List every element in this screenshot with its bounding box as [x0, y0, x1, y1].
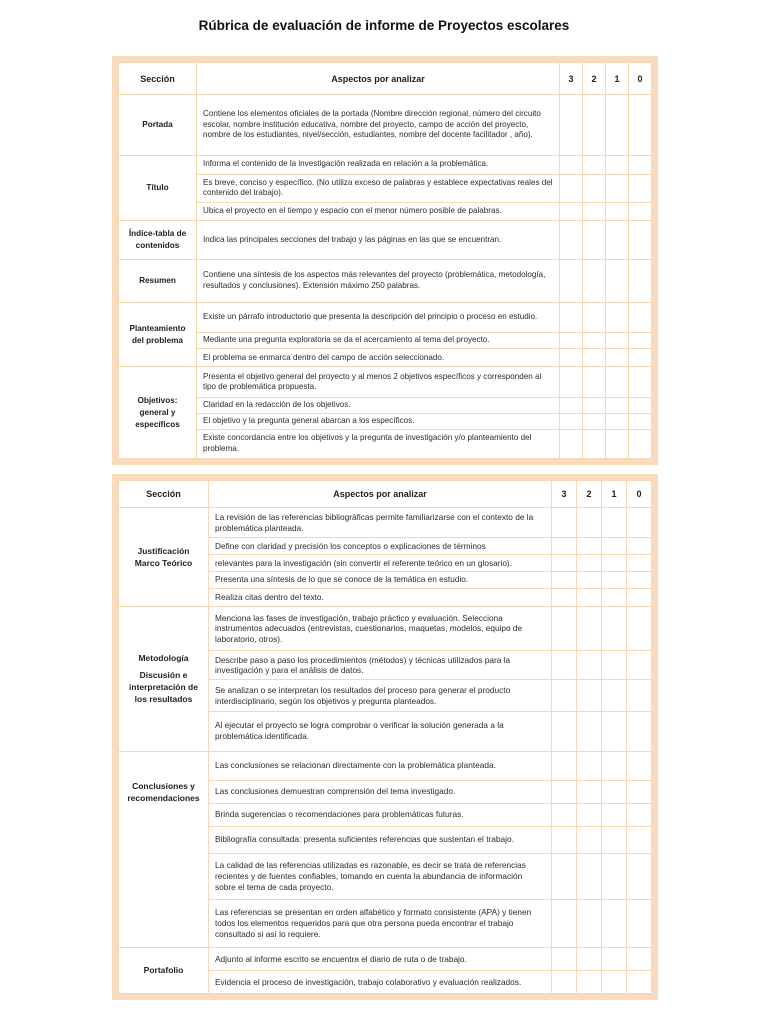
- score-cell-0[interactable]: [629, 259, 652, 302]
- score-cell-2[interactable]: [583, 155, 606, 174]
- header-score-3: 3: [552, 481, 577, 508]
- section-cell: Justificación Marco Teórico: [119, 508, 209, 607]
- score-cell-2[interactable]: [577, 680, 602, 711]
- score-cell-0[interactable]: [627, 947, 652, 970]
- score-cell-3[interactable]: [552, 947, 577, 970]
- score-cell-0[interactable]: [629, 155, 652, 174]
- section-cell: Resumen: [119, 259, 197, 302]
- score-cell-1[interactable]: [602, 711, 627, 751]
- score-cell-3[interactable]: [552, 853, 577, 899]
- aspect-cell: Evidencia el proceso de investigación, trabajo colaborativo y evaluación realizados.: [209, 970, 552, 993]
- score-cell-3[interactable]: [552, 680, 577, 711]
- header-score-3: 3: [560, 63, 583, 95]
- score-cell-1[interactable]: [606, 302, 629, 332]
- aspect-cell: Claridad en la redacción de los objetivos.: [197, 397, 560, 413]
- table-row: [119, 202, 652, 220]
- score-cell-0[interactable]: [627, 853, 652, 899]
- section-cell: Conclusiones y recomendaciones: [119, 751, 209, 947]
- aspect-cell: Al ejecutar el proyecto se logra comprobar o verificar la solución generada a la problemática identificada.: [209, 711, 552, 751]
- table-row: [119, 367, 652, 397]
- score-cell-2[interactable]: [583, 174, 606, 202]
- aspect-cell: Es breve, conciso y específico. (No utiliza exceso de palabras y establece expectativas reales del contenido del trabajo).: [197, 174, 560, 202]
- score-cell-2[interactable]: [577, 651, 602, 680]
- score-cell-2[interactable]: [577, 899, 602, 947]
- score-cell-1[interactable]: [606, 413, 629, 429]
- score-cell-1[interactable]: [606, 333, 629, 349]
- section-cell: Planteamiento del problema: [119, 302, 197, 367]
- score-cell-3[interactable]: [552, 555, 577, 572]
- section-label-methodology: Metodología: [138, 653, 189, 664]
- score-cell-3[interactable]: [552, 651, 577, 680]
- rubric-table-1: [112, 56, 658, 465]
- header-aspects: Aspectos por analizar: [197, 63, 560, 95]
- score-cell-0[interactable]: [627, 538, 652, 555]
- score-cell-3[interactable]: [560, 221, 583, 260]
- score-cell-0[interactable]: [629, 302, 652, 332]
- score-cell-0[interactable]: [627, 607, 652, 651]
- score-cell-2[interactable]: [577, 947, 602, 970]
- score-cell-1[interactable]: [602, 588, 627, 607]
- score-cell-0[interactable]: [627, 651, 652, 680]
- score-cell-1[interactable]: [602, 751, 627, 780]
- score-cell-1[interactable]: [606, 349, 629, 367]
- header-score-2: 2: [577, 481, 602, 508]
- score-cell-3[interactable]: [560, 259, 583, 302]
- score-cell-1[interactable]: [602, 780, 627, 803]
- aspect-cell: Ubica el proyecto en el tiempo y espacio con el menor número posible de palabras.: [197, 202, 560, 220]
- score-cell-2[interactable]: [583, 202, 606, 220]
- score-cell-3[interactable]: [560, 95, 583, 155]
- aspect-cell: Menciona las fases de investigación, trabajo práctico y evaluación. Selecciona instrumentos adecuados (entrevistas, cuestionarios, maquetas, modelos, equipo de laboratorio, otros).: [209, 607, 552, 651]
- table-row: [119, 221, 652, 260]
- rubric-table-2: [112, 474, 658, 1000]
- table-row: [119, 333, 652, 349]
- score-cell-0[interactable]: [627, 555, 652, 572]
- aspect-cell: Adjunto al informe escrito se encuentra el diario de ruta o de trabajo.: [209, 947, 552, 970]
- score-cell-0[interactable]: [629, 333, 652, 349]
- score-cell-2[interactable]: [577, 853, 602, 899]
- score-cell-0[interactable]: [629, 367, 652, 397]
- score-cell-0[interactable]: [627, 571, 652, 588]
- aspect-cell: Bibliografía consultada: presenta suficientes referencias que sustentan el trabajo.: [209, 826, 552, 853]
- score-cell-1[interactable]: [602, 899, 627, 947]
- score-cell-0[interactable]: [629, 95, 652, 155]
- score-cell-0[interactable]: [627, 680, 652, 711]
- score-cell-0[interactable]: [629, 397, 652, 413]
- table-header-row: [119, 481, 652, 508]
- header-aspects: Aspectos por analizar: [209, 481, 552, 508]
- score-cell-0[interactable]: [627, 780, 652, 803]
- aspect-cell: Presenta el objetivo general del proyecto y al menos 2 objetivos específicos y corresponden al tipo de problemática propuesta.: [197, 367, 560, 397]
- score-cell-2[interactable]: [577, 826, 602, 853]
- table-row: [119, 155, 652, 174]
- table-row: [119, 174, 652, 202]
- score-cell-3[interactable]: [560, 367, 583, 397]
- score-cell-2[interactable]: [583, 397, 606, 413]
- score-cell-1[interactable]: [606, 155, 629, 174]
- score-cell-3[interactable]: [560, 333, 583, 349]
- table-row: [119, 259, 652, 302]
- score-cell-0[interactable]: [627, 803, 652, 826]
- document-title: Rúbrica de evaluación de informe de Proyectos escolares: [198, 18, 570, 33]
- score-cell-3[interactable]: [552, 571, 577, 588]
- aspect-cell: Indica las principales secciones del trabajo y las páginas en las que se encuentran.: [197, 221, 560, 260]
- score-cell-2[interactable]: [583, 413, 606, 429]
- aspect-cell: Define con claridad y precisión los conceptos o explicaciones de términos: [209, 538, 552, 555]
- score-cell-0[interactable]: [627, 970, 652, 993]
- section-cell: Título: [119, 155, 197, 221]
- score-cell-2[interactable]: [583, 367, 606, 397]
- score-cell-3[interactable]: [552, 751, 577, 780]
- score-cell-1[interactable]: [602, 680, 627, 711]
- score-cell-1[interactable]: [606, 397, 629, 413]
- score-cell-2[interactable]: [577, 780, 602, 803]
- aspect-cell: Las conclusiones se relacionan directamente con la problemática planteada.: [209, 751, 552, 780]
- score-cell-1[interactable]: [602, 853, 627, 899]
- score-cell-1[interactable]: [606, 95, 629, 155]
- section-cell: Índice-tabla de contenidos: [119, 221, 197, 260]
- score-cell-2[interactable]: [583, 259, 606, 302]
- header-section: Sección: [119, 63, 197, 95]
- score-cell-0[interactable]: [629, 349, 652, 367]
- score-cell-0[interactable]: [627, 899, 652, 947]
- score-cell-1[interactable]: [606, 429, 629, 458]
- score-cell-1[interactable]: [602, 571, 627, 588]
- section-label-discussion: Discusión e interpretación de los resultados: [129, 669, 198, 705]
- score-cell-0[interactable]: [627, 508, 652, 538]
- aspect-cell: La revisión de las referencias bibliográficas permite familiarizarse con el contexto de la problemática planteada.: [209, 508, 552, 538]
- score-cell-3[interactable]: [552, 607, 577, 651]
- score-cell-2[interactable]: [583, 333, 606, 349]
- aspect-cell: Las referencias se presentan en orden alfabético y formato consistente (APA) y tienen todos los elementos requeridos para que otra persona pueda encontrar el trabajo consultado si así lo requiere.: [209, 899, 552, 947]
- header-score-2: 2: [583, 63, 606, 95]
- aspect-cell: Informa el contenido de la investigación realizada en relación a la problemática.: [197, 155, 560, 174]
- score-cell-1[interactable]: [602, 555, 627, 572]
- aspect-cell: Las conclusiones demuestran comprensión del tema investigado.: [209, 780, 552, 803]
- aspect-cell: La calidad de las referencias utilizadas es razonable, es decir se trata de referencias recientes y de fuentes confiables, tomando en cuenta la abundancia de información sobre el tema de cada proyecto.: [209, 853, 552, 899]
- table-row: [119, 607, 652, 651]
- score-cell-3[interactable]: [552, 803, 577, 826]
- table-row: [119, 95, 652, 155]
- score-cell-0[interactable]: [627, 826, 652, 853]
- score-cell-3[interactable]: [552, 899, 577, 947]
- table-row: [119, 302, 652, 332]
- score-cell-3[interactable]: [552, 711, 577, 751]
- score-cell-2[interactable]: [583, 429, 606, 458]
- score-cell-3[interactable]: [560, 202, 583, 220]
- table-header-row: [119, 63, 652, 95]
- score-cell-2[interactable]: [577, 588, 602, 607]
- score-cell-2[interactable]: [577, 571, 602, 588]
- score-cell-2[interactable]: [577, 607, 602, 651]
- table-row: [119, 349, 652, 367]
- table-row: [119, 397, 652, 413]
- score-cell-1[interactable]: [606, 174, 629, 202]
- aspect-cell: Brinda sugerencias o recomendaciones para problemáticas futuras.: [209, 803, 552, 826]
- score-cell-2[interactable]: [577, 803, 602, 826]
- aspect-cell: Realiza citas dentro del texto.: [209, 588, 552, 607]
- score-cell-2[interactable]: [583, 221, 606, 260]
- section-cell: Portada: [119, 95, 197, 155]
- table-row: [119, 429, 652, 458]
- score-cell-1[interactable]: [606, 221, 629, 260]
- header-score-0: 0: [627, 481, 652, 508]
- score-cell-0[interactable]: [629, 429, 652, 458]
- score-cell-1[interactable]: [606, 259, 629, 302]
- aspect-cell: Contiene los elementos oficiales de la portada (Nombre dirección regional, número del circuito escolar, nombre institución educativa, nombre del proyecto, campo de acción del proyecto, nombre de los estudiantes, nivel/sección, estudiantes, nombre del docente facilitador , año).: [197, 95, 560, 155]
- table-row: [119, 413, 652, 429]
- score-cell-0[interactable]: [627, 711, 652, 751]
- score-cell-3[interactable]: [552, 780, 577, 803]
- score-cell-3[interactable]: [560, 155, 583, 174]
- score-cell-3[interactable]: [560, 413, 583, 429]
- score-cell-1[interactable]: [602, 947, 627, 970]
- score-cell-2[interactable]: [577, 555, 602, 572]
- header-score-0: 0: [629, 63, 652, 95]
- aspect-cell: Existe un párrafo introductorio que presenta la descripción del principio o proceso en estudio.: [197, 302, 560, 332]
- score-cell-0[interactable]: [629, 174, 652, 202]
- section-cell: Objetivos: general y específicos: [119, 367, 197, 459]
- aspect-cell: Existe concordancia entre los objetivos y la pregunta de investigación y/o planteamiento del problema.: [197, 429, 560, 458]
- score-cell-1[interactable]: [606, 367, 629, 397]
- aspect-cell: Contiene una síntesis de los aspectos más relevantes del proyecto (problemática, metodología, resultados y conclusiones). Extensión máximo 250 palabras.: [197, 259, 560, 302]
- score-cell-1[interactable]: [602, 651, 627, 680]
- score-cell-3[interactable]: [552, 508, 577, 538]
- score-cell-2[interactable]: [583, 349, 606, 367]
- score-cell-3[interactable]: [552, 588, 577, 607]
- score-cell-2[interactable]: [577, 711, 602, 751]
- score-cell-0[interactable]: [629, 413, 652, 429]
- score-cell-3[interactable]: [552, 538, 577, 555]
- score-cell-2[interactable]: [577, 970, 602, 993]
- score-cell-3[interactable]: [552, 826, 577, 853]
- score-cell-0[interactable]: [627, 588, 652, 607]
- score-cell-3[interactable]: [560, 429, 583, 458]
- score-cell-1[interactable]: [602, 970, 627, 993]
- score-cell-0[interactable]: [629, 221, 652, 260]
- table-row: [119, 751, 652, 780]
- table-row: [119, 508, 652, 538]
- aspect-cell: relevantes para la investigación (sin convertir el referente teórico en un glosario).: [209, 555, 552, 572]
- aspect-cell: Presenta una síntesis de lo que se conoce de la temática en estudio.: [209, 571, 552, 588]
- header-score-1: 1: [606, 63, 629, 95]
- score-cell-2[interactable]: [583, 302, 606, 332]
- section-cell: [119, 607, 209, 751]
- score-cell-3[interactable]: [560, 302, 583, 332]
- score-cell-2[interactable]: [577, 508, 602, 538]
- score-cell-3[interactable]: [552, 970, 577, 993]
- score-cell-0[interactable]: [627, 751, 652, 780]
- score-cell-3[interactable]: [560, 349, 583, 367]
- score-cell-1[interactable]: [606, 202, 629, 220]
- score-cell-0[interactable]: [629, 202, 652, 220]
- section-cell: Portafolio: [119, 947, 209, 993]
- score-cell-1[interactable]: [602, 826, 627, 853]
- score-cell-3[interactable]: [560, 397, 583, 413]
- score-cell-1[interactable]: [602, 538, 627, 555]
- score-cell-3[interactable]: [560, 174, 583, 202]
- table-row: [119, 947, 652, 970]
- score-cell-2[interactable]: [577, 751, 602, 780]
- score-cell-1[interactable]: [602, 607, 627, 651]
- score-cell-2[interactable]: [577, 538, 602, 555]
- aspect-cell: El objetivo y la pregunta general abarcan a los específicos.: [197, 413, 560, 429]
- aspect-cell: Mediante una pregunta exploratoria se da el acercamiento al tema del proyecto.: [197, 333, 560, 349]
- aspect-cell: El problema se enmarca dentro del campo de acción seleccionado.: [197, 349, 560, 367]
- header-score-1: 1: [602, 481, 627, 508]
- aspect-cell: Describe paso a paso los procedimientos (métodos) y técnicas utilizados para la investigación y para el análisis de datos.: [209, 651, 552, 680]
- score-cell-1[interactable]: [602, 803, 627, 826]
- score-cell-2[interactable]: [583, 95, 606, 155]
- header-section: Sección: [119, 481, 209, 508]
- score-cell-1[interactable]: [602, 508, 627, 538]
- aspect-cell: Se analizan o se interpretan los resultados del proceso para generar el producto interdisciplinario, según los objetivos y pregunta planteados.: [209, 680, 552, 711]
